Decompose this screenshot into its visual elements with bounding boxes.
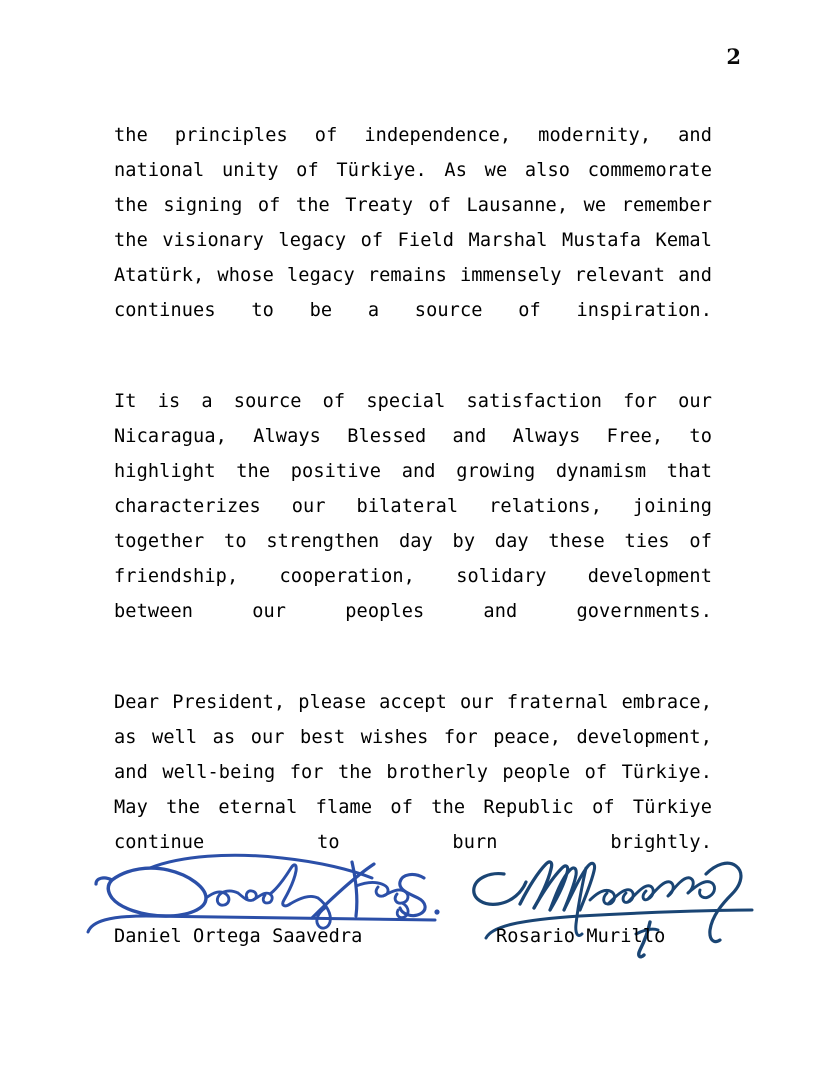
signature-area — [0, 846, 825, 966]
body-paragraph: It is a source of special satisfaction for our Nicaragua, Always Blessed and Always Free, to highlight the positive and growing dynamism that characterizes our bilateral relations, joining together to strengthen day by day these ties of friendship, cooperation, solidary development between our peoples and governments. — [114, 391, 712, 622]
signature-name-row — [0, 922, 825, 956]
body-paragraph: the principles of independence, modernity, and national unity of Türkiye. As we also commemorate the signing of the Treaty of Lausanne, we remember the visionary legacy of Field Marshal Mustafa Kemal Atatürk, whose legacy remains immensely relevant and continues to be a source of inspiration. — [114, 125, 712, 321]
signatory-name-left: Daniel Ortega Saavedra — [114, 926, 363, 947]
signature-mark-left — [88, 855, 440, 932]
letter-body — [114, 118, 712, 895]
signatory-name-right: Rosario Murillo — [496, 926, 666, 947]
page-number: 2 — [726, 44, 741, 69]
body-paragraph: Dear President, please accept our fraternal embrace, as well as our best wishes for peace, development, and well-being for the brotherly people of Türkiye. May the eternal flame of the Republic of Türkiye continue to burn brightly. — [114, 692, 712, 853]
